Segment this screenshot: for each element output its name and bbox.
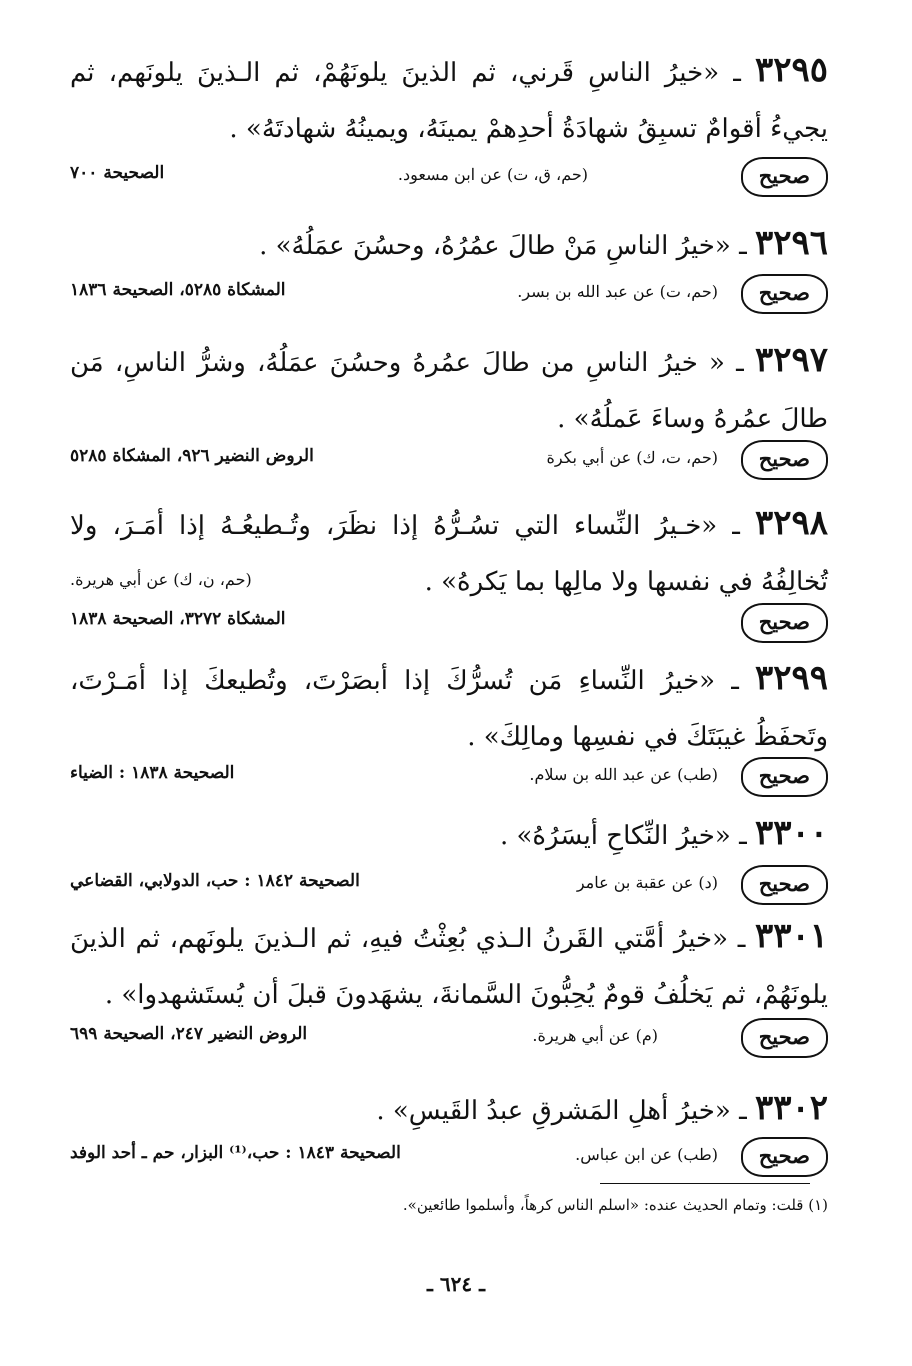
source-line xyxy=(70,274,828,314)
references: المشكاة ٣٢٧٢، الصحيحة ١٨٣٨ xyxy=(70,609,286,629)
hadith-text: «خيرُ أهلِ المَشرقِ عبدُ القَيسِ» . xyxy=(376,1096,731,1126)
hadith-number: ٣٣٠٢ xyxy=(754,1088,828,1128)
references: الصحيحة ١٨٤٢ : حب، الدولابي، القضاعي xyxy=(70,871,360,891)
grade-badge: صحيح xyxy=(741,440,828,480)
hadith-text: «خيرُ الناسِ قَرني، ثم الذينَ يلونَهُمْ، ثم الـذينَ يلونَهم، ثم يجيءُ أقوامٌ تسبِقُ شهادَةُ أحدِهمْ يمينَهُ، ويمينُهُ شهادتَهُ» . xyxy=(70,58,828,144)
hadith-3302: ٣٣٠٢ ـ «خيرُ أهلِ المَشرقِ عبدُ القَيسِ» . xyxy=(376,1088,828,1128)
references: الصحيحة ٧٠٠ xyxy=(70,163,165,183)
hadith-3297: ٣٢٩٧ ـ « خيرُ الناسِ من طالَ عمُرهُ وحسُنَ عمَلُهُ، وشرُّ الناسِ، مَن طالَ عمُرهُ وساءَ عَملُهُ» . xyxy=(70,340,828,434)
footnote: (١) قلت: وتمام الحديث عنده: «اسلم الناس كرهاً، وأسلموا طائعين». xyxy=(402,1196,828,1214)
source-line xyxy=(70,440,828,480)
hadith-3299: ٣٢٩٩ ـ «خيرُ النِّساءِ مَن تُسرُّكَ إذا أبصَرْتَ، وتُطيعكَ إذا أمَـرْتَ، وتَحفَظُ غيبَتَكَ في نفسِها ومالِكَ» . xyxy=(70,658,828,752)
source-line xyxy=(70,865,828,905)
grade-badge: صحيح xyxy=(741,865,828,905)
source-text: (م) عن أبي هريرة. xyxy=(532,1026,658,1045)
hadith-number: ٣٢٩٥ xyxy=(754,50,828,90)
grade-badge: صحيح xyxy=(741,157,828,197)
source-line xyxy=(70,757,828,797)
hadith-3295: ٣٢٩٥ ـ «خيرُ الناسِ قَرني، ثم الذينَ يلونَهُمْ، ثم الـذينَ يلونَهم، ثم يجيءُ أقوامٌ تسبِقُ شهادَةُ أحدِهمْ يمينَهُ، ويمينُهُ شهادتَهُ» . xyxy=(70,50,828,144)
source-line xyxy=(70,566,828,606)
source-text: (حم، ق، ت) عن ابن مسعود. xyxy=(397,165,588,184)
source-text: (حم، ت) عن عبد الله بن بسر. xyxy=(517,282,718,301)
hadith-number: ٣٢٩٦ xyxy=(754,223,828,263)
references: الروض النضير ٩٢٦، المشكاة ٥٢٨٥ xyxy=(70,446,314,466)
hadith-3296: ٣٢٩٦ ـ «خيرُ الناسِ مَنْ طالَ عمُرُهُ، وحسُنَ عمَلُهُ» . xyxy=(259,223,828,263)
source-line xyxy=(70,603,828,643)
page-number: ـ ٦٢٤ ـ xyxy=(427,1272,485,1296)
source-text: (طب) عن ابن عباس. xyxy=(575,1145,718,1164)
hadith-text: « خيرُ الناسِ من طالَ عمُرهُ وحسُنَ عمَلُهُ، وشرُّ الناسِ، مَن طالَ عمُرهُ وساءَ عَملُهُ» . xyxy=(70,348,828,434)
hadith-number: ٣٢٩٩ xyxy=(754,658,828,698)
hadith-text: «خـيرُ النِّساء التي تسُـرُّهُ إذا نظَرَ، وتُـطيعُـهُ إذا أمَـرَ، ولا تُخالِفُهُ في نفسها ولا مالِها بما يَكرهُ» . xyxy=(70,511,828,597)
references: الصحيحة ١٨٤٣ : حب،⁽¹⁾ البزار، حم ـ أحد الوفد xyxy=(70,1143,401,1163)
grade-badge: صحيح xyxy=(741,603,828,643)
grade-badge: صحيح xyxy=(741,757,828,797)
grade-badge: صحيح xyxy=(741,274,828,314)
source-text: (طب) عن عبد الله بن سلام. xyxy=(529,765,718,784)
hadith-3301: ٣٣٠١ ـ «خيرُ أمَّتي القَرنُ الـذي بُعِثْتُ فيهِ، ثم الـذينَ يلونَهم، ثم الذينَ يلونَهُمْ، ثم يَخلُفُ قومٌ يُحِبُّونَ السَّمانةَ، يشهَدونَ قبلَ أن يُستَشهدوا» . xyxy=(70,916,829,1010)
source-text: (حم، ت، ك) عن أبي بكرة xyxy=(546,448,718,467)
source-text: (حم، ن، ك) عن أبي هريرة. xyxy=(70,570,252,589)
hadith-3300: ٣٣٠٠ ـ «خيرُ النِّكاحِ أيسَرُهُ» . xyxy=(499,813,828,853)
hadith-number: ٣٢٩٨ xyxy=(754,503,829,543)
references: المشكاة ٥٢٨٥، الصحيحة ١٨٣٦ xyxy=(70,280,286,300)
source-line xyxy=(70,1137,828,1177)
hadith-number: ٣٢٩٧ xyxy=(754,340,828,380)
hadith-3298: ٣٢٩٨ ـ «خـيرُ النِّساء التي تسُـرُّهُ إذا نظَرَ، وتُـطيعُـهُ إذا أمَـرَ، ولا تُخالِفُهُ في نفسها ولا مالِها بما يَكرهُ» . xyxy=(70,503,829,597)
footnote-divider xyxy=(600,1183,810,1184)
hadith-text: «خيرُ الناسِ مَنْ طالَ عمُرُهُ، وحسُنَ عمَلُهُ» . xyxy=(259,231,731,261)
grade-badge: صحيح xyxy=(741,1137,828,1177)
grade-badge: صحيح xyxy=(741,1018,828,1058)
hadith-text: «خيرُ النِّكاحِ أيسَرُهُ» . xyxy=(499,821,731,851)
source-line xyxy=(70,157,828,197)
references: الروض النضير ٢٤٧، الصحيحة ٦٩٩ xyxy=(70,1024,308,1044)
references: الصحيحة ١٨٣٨ : الضياء xyxy=(70,763,235,783)
hadith-number: ٣٣٠٠ xyxy=(754,813,828,853)
source-line xyxy=(70,1018,828,1058)
source-text: (د) عن عقبة بن عامر xyxy=(576,873,718,892)
hadith-number: ٣٣٠١ xyxy=(754,916,829,956)
hadith-text: «خيرُ النِّساءِ مَن تُسرُّكَ إذا أبصَرْتَ، وتُطيعكَ إذا أمَـرْتَ، وتَحفَظُ غيبَتَكَ في نفسِها ومالِكَ» . xyxy=(70,666,828,752)
hadith-text: «خيرُ أمَّتي القَرنُ الـذي بُعِثْتُ فيهِ، ثم الـذينَ يلونَهم، ثم الذينَ يلونَهُمْ، ثم يَخلُفُ قومٌ يُحِبُّونَ السَّمانةَ، يشهَدونَ قبلَ أن يُستَشهدوا» . xyxy=(70,924,828,1010)
